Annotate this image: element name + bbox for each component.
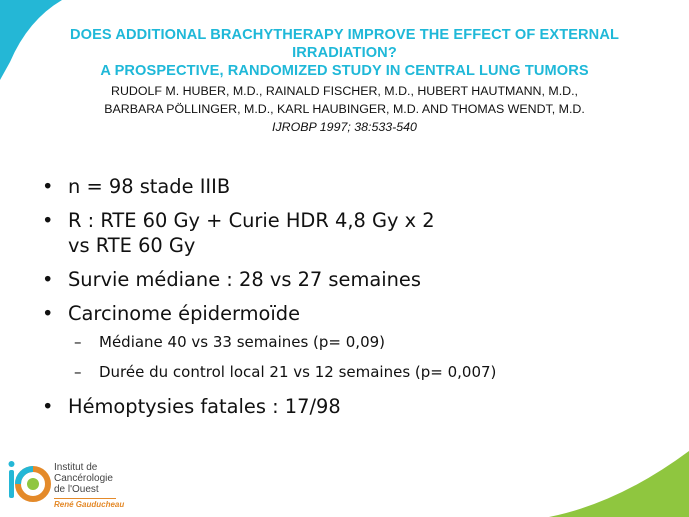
sub-bullet-text: Durée du control local 21 vs 12 semaines (p= 0,007) — [99, 363, 497, 381]
bullet-text: Hémoptysies fatales : 17/98 — [68, 395, 341, 418]
title-line: A PROSPECTIVE, RANDOMIZED STUDY IN CENTRAL LUNG TUMORS — [100, 63, 589, 79]
bullet-glyph: • — [42, 209, 54, 232]
bullet-glyph: • — [42, 175, 54, 198]
title-block — [20, 26, 669, 136]
logo-line: Institut de — [54, 462, 98, 473]
dash-glyph: – — [74, 363, 82, 381]
bullet-text: n = 98 stade IIIB — [68, 175, 231, 198]
logo-divider — [54, 498, 116, 499]
logo-emblem-icon — [6, 458, 52, 512]
logo-subtitle: René Gauducheau — [54, 500, 125, 509]
sub-bullet-text: Médiane 40 vs 33 semaines (p= 0,09) — [99, 333, 386, 351]
dash-glyph: – — [74, 333, 82, 351]
logo-line: Cancérologie — [54, 473, 113, 484]
authors-line: RUDOLF M. HUBER, M.D., RAINALD FISCHER, M.D., HUBERT HAUTMANN, M.D., — [111, 84, 578, 98]
bullet-item — [40, 174, 660, 199]
institute-logo — [6, 456, 206, 516]
title-line: DOES ADDITIONAL BRACHYTHERAPY IMPROVE THE EFFECT OF EXTERNAL — [70, 27, 619, 43]
sub-bullet-item — [40, 332, 660, 352]
bullet-item — [40, 301, 660, 326]
bullet-item — [40, 208, 660, 258]
authors-line: BARBARA PÖLLINGER, M.D., KARL HAUBINGER, M.D. AND THOMAS WENDT, M.D. — [104, 102, 585, 116]
bullet-item — [40, 267, 660, 292]
logo-line: de l'Ouest — [54, 484, 99, 495]
bullet-item — [40, 394, 660, 419]
bullet-glyph: • — [42, 395, 54, 418]
bullet-glyph: • — [42, 268, 54, 291]
bullet-text: Carcinome épidermoïde — [68, 302, 301, 325]
slide-title — [20, 26, 669, 80]
bullet-text: Survie médiane : 28 vs 27 semaines — [68, 268, 421, 291]
logo-name — [54, 462, 113, 495]
title-line: IRRADIATION? — [292, 45, 397, 61]
bullet-text: R : RTE 60 Gy + Curie HDR 4,8 Gy x 2 — [68, 209, 435, 232]
corner-decoration-bottom-right — [549, 437, 689, 517]
authors — [20, 82, 669, 118]
sub-bullet-item — [40, 362, 660, 382]
bullet-list — [40, 174, 660, 428]
bullet-glyph: • — [42, 302, 54, 325]
journal-reference: IJROBP 1997; 38:533-540 — [272, 120, 417, 134]
bullet-text-continued: vs RTE 60 Gy — [68, 234, 196, 257]
